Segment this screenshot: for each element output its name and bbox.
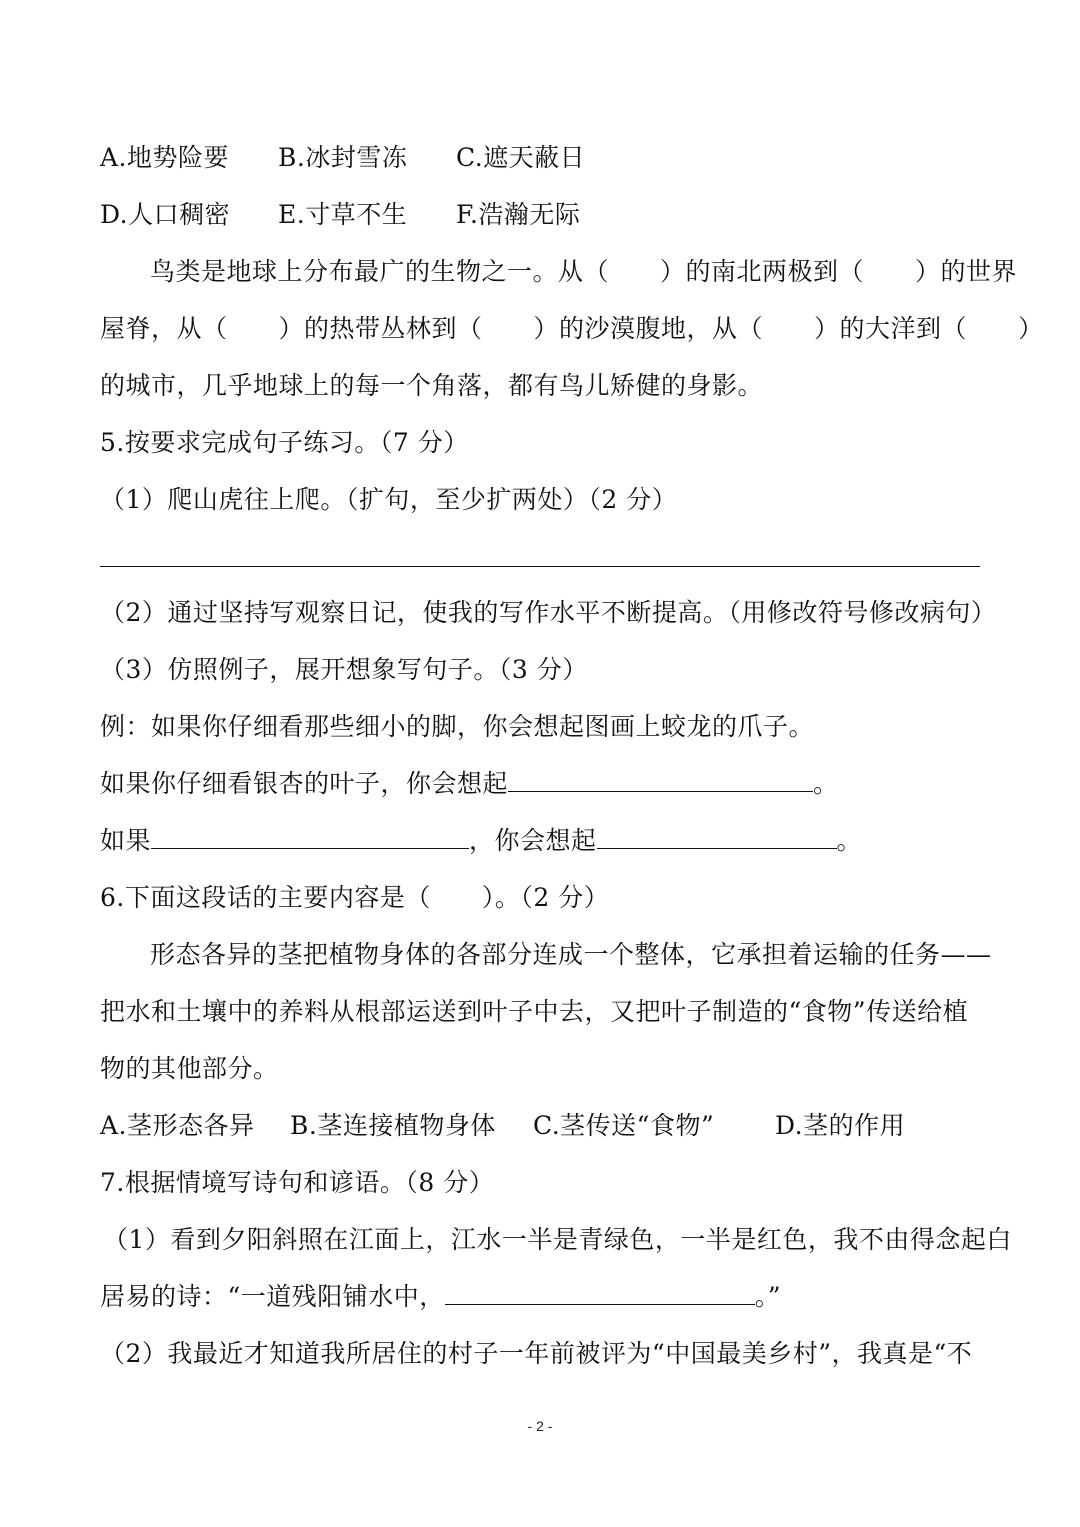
q4-options-row1	[100, 141, 585, 175]
q5-imitation-line1	[100, 767, 839, 801]
q5-line2-prefix: 如果	[100, 826, 152, 855]
q5-line1-suffix: 。	[813, 769, 839, 798]
q4-option-c: C.遮天蔽日	[456, 143, 586, 172]
q6-option-b: B.茎连接植物身体	[290, 1111, 496, 1140]
q4-option-b: B.冰封雪冻	[278, 143, 408, 172]
q7-item1-suffix: 。”	[754, 1282, 782, 1311]
q4-options-row2	[100, 198, 580, 232]
page-number: - 2 -	[527, 1418, 553, 1434]
q7-item1-line2	[100, 1280, 781, 1314]
q5-line1-blank[interactable]	[508, 767, 813, 792]
q7-title: 7.根据情境写诗句和谚语。（8 分）	[100, 1168, 495, 1197]
q5-line2-blank1[interactable]	[151, 824, 469, 849]
q4-option-a: A.地势险要	[100, 143, 230, 172]
q6-passage-line3: 物的其他部分。	[100, 1054, 279, 1083]
q6-option-a: A.茎形态各异	[100, 1111, 255, 1140]
q4-passage-line1: 鸟类是地球上分布最广的生物之一。从（ ）的南北两极到（ ）的世界	[150, 257, 1018, 286]
q6-passage-line2: 把水和土壤中的养料从根部运送到叶子中去，又把叶子制造的“食物”传送给植	[100, 997, 969, 1026]
q6-option-c: C.茎传送“食物”	[533, 1111, 715, 1140]
q6-options	[100, 1109, 905, 1143]
q7-item1-blank[interactable]	[445, 1280, 755, 1305]
q5-item3: （3）仿照例子，展开想象写句子。（3 分）	[100, 655, 588, 684]
q4-option-e: E.寸草不生	[278, 200, 408, 229]
q6-option-d: D.茎的作用	[775, 1111, 906, 1140]
q7-item1-prefix: 居易的诗：“一道残阳铺水中，	[100, 1282, 445, 1311]
q4-passage-line2: 屋脊，从（ ）的热带丛林到（ ）的沙漠腹地，从（ ）的大洋到（ ）	[100, 314, 1044, 343]
q5-line2-middle: ，你会想起	[469, 826, 597, 855]
q5-title: 5.按要求完成句子练习。（7 分）	[100, 428, 469, 457]
q5-line2-suffix: 。	[836, 826, 863, 855]
q4-option-f: F.浩瀚无际	[456, 200, 581, 229]
q5-line2-blank2[interactable]	[597, 824, 837, 849]
q5-imitation-line2	[100, 824, 862, 858]
q5-item2: （2）通过坚持写观察日记，使我的写作水平不断提高。（用修改符号修改病句）	[100, 598, 997, 627]
q5-example: 例：如果你仔细看那些细小的脚，你会想起图画上蛟龙的爪子。	[100, 712, 815, 741]
q4-option-d: D.人口稠密	[100, 200, 231, 229]
q5-item1: （1）爬山虎往上爬。（扩句，至少扩两处）（2 分）	[100, 485, 678, 514]
q4-passage-line3: 的城市，几乎地球上的每一个角落，都有鸟儿矫健的身影。	[100, 371, 764, 400]
q5-item1-answer-line[interactable]	[100, 566, 980, 567]
q7-item2-line1: （2）我最近才知道我所居住的村子一年前被评为“中国最美乡村”，我真是“不	[100, 1339, 973, 1368]
q5-line1-prefix: 如果你仔细看银杏的叶子，你会想起	[100, 769, 509, 798]
q6-passage-line1: 形态各异的茎把植物身体的各部分连成一个整体，它承担着运输的任务——	[150, 940, 992, 969]
q6-title: 6.下面这段话的主要内容是（ ）。（2 分）	[100, 883, 610, 912]
q7-item1-line1: （1）看到夕阳斜照在江面上，江水一半是青绿色，一半是红色，我不由得念起白	[103, 1225, 1012, 1254]
